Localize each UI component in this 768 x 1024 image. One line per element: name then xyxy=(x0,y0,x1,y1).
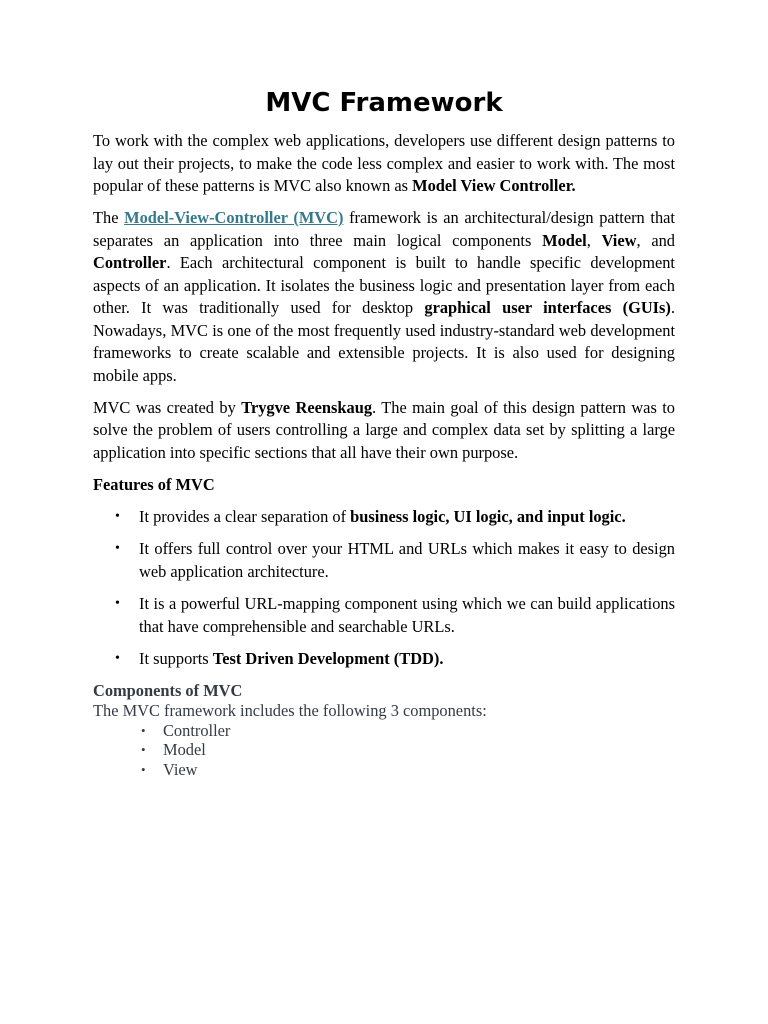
document-page xyxy=(93,86,675,779)
features-list xyxy=(93,506,675,671)
components-section xyxy=(93,681,675,780)
feature-text: It provides a clear separation of xyxy=(139,506,351,526)
p2-bold-view: View xyxy=(601,230,637,250)
component-item: • View xyxy=(163,760,675,780)
components-heading: Components of MVC xyxy=(93,680,243,700)
feature-bold: Test Driven Development (TDD). xyxy=(212,649,444,668)
p2-text-3: , and xyxy=(636,230,675,250)
feature-item xyxy=(139,648,675,671)
mvc-link[interactable]: Model-View-Controller (MVC) xyxy=(124,208,344,227)
p2-pre: The xyxy=(93,208,125,227)
feature-bold: business logic, UI logic, and input logic. xyxy=(350,506,626,526)
feature-text: It supports xyxy=(139,649,213,668)
components-list xyxy=(93,721,675,780)
feature-item xyxy=(139,506,675,529)
feature-item xyxy=(139,593,675,638)
component-item: • Model xyxy=(163,740,675,760)
p3-post: . The main goal of this design pattern was to solve the problem of users controlling a large and complex data set by splitting a large application into specific sections that all have their own purpose. xyxy=(93,397,675,462)
p3-pre: MVC was created by xyxy=(93,397,242,417)
intro-bold: Model View Controller. xyxy=(412,176,576,195)
p2-text-5: . Nowadays, MVC is one of the most frequently used industry-standard web development frameworks to create scalable and extensible projects. It is also used for designing mobile apps. xyxy=(93,298,675,385)
intro-paragraph xyxy=(93,130,675,198)
p2-bold-model: Model xyxy=(542,230,587,250)
p2-bold-guis: graphical user interfaces (GUIs) xyxy=(424,298,671,317)
p2-text-1: framework is an architectural/design pattern that separates an application into three main logical components xyxy=(93,208,675,250)
intro-text: To work with the complex web applications, developers use different design patterns to lay out their projects, to make the code less complex and easier to work with. The most popular of these patterns is MVC also known as xyxy=(93,131,675,195)
p2-text-2: , xyxy=(586,230,602,250)
components-intro: The MVC framework includes the following 3 components: xyxy=(93,700,487,720)
feature-item xyxy=(139,538,675,583)
p2-bold-controller: Controller xyxy=(93,253,167,272)
p3-bold-creator: Trygve Reenskaug xyxy=(241,397,373,417)
component-item: • Controller xyxy=(163,721,675,741)
p2-text-4: . Each architectural component is built to handle specific development aspects of an application. It isolates the business logic and presentation layer from each other. It was traditionally used for desktop xyxy=(93,253,675,317)
features-heading: Features of MVC xyxy=(93,474,215,494)
creator-paragraph xyxy=(93,397,675,465)
page-title: MVC Framework xyxy=(265,88,503,118)
mvc-definition-paragraph xyxy=(93,207,675,387)
feature-text: It offers full control over your HTML and URLs which makes it easy to design web application architecture. xyxy=(139,539,675,581)
feature-text: It is a powerful URL-mapping component using which we can build applications that have comprehensible and searchable URLs. xyxy=(139,594,675,636)
